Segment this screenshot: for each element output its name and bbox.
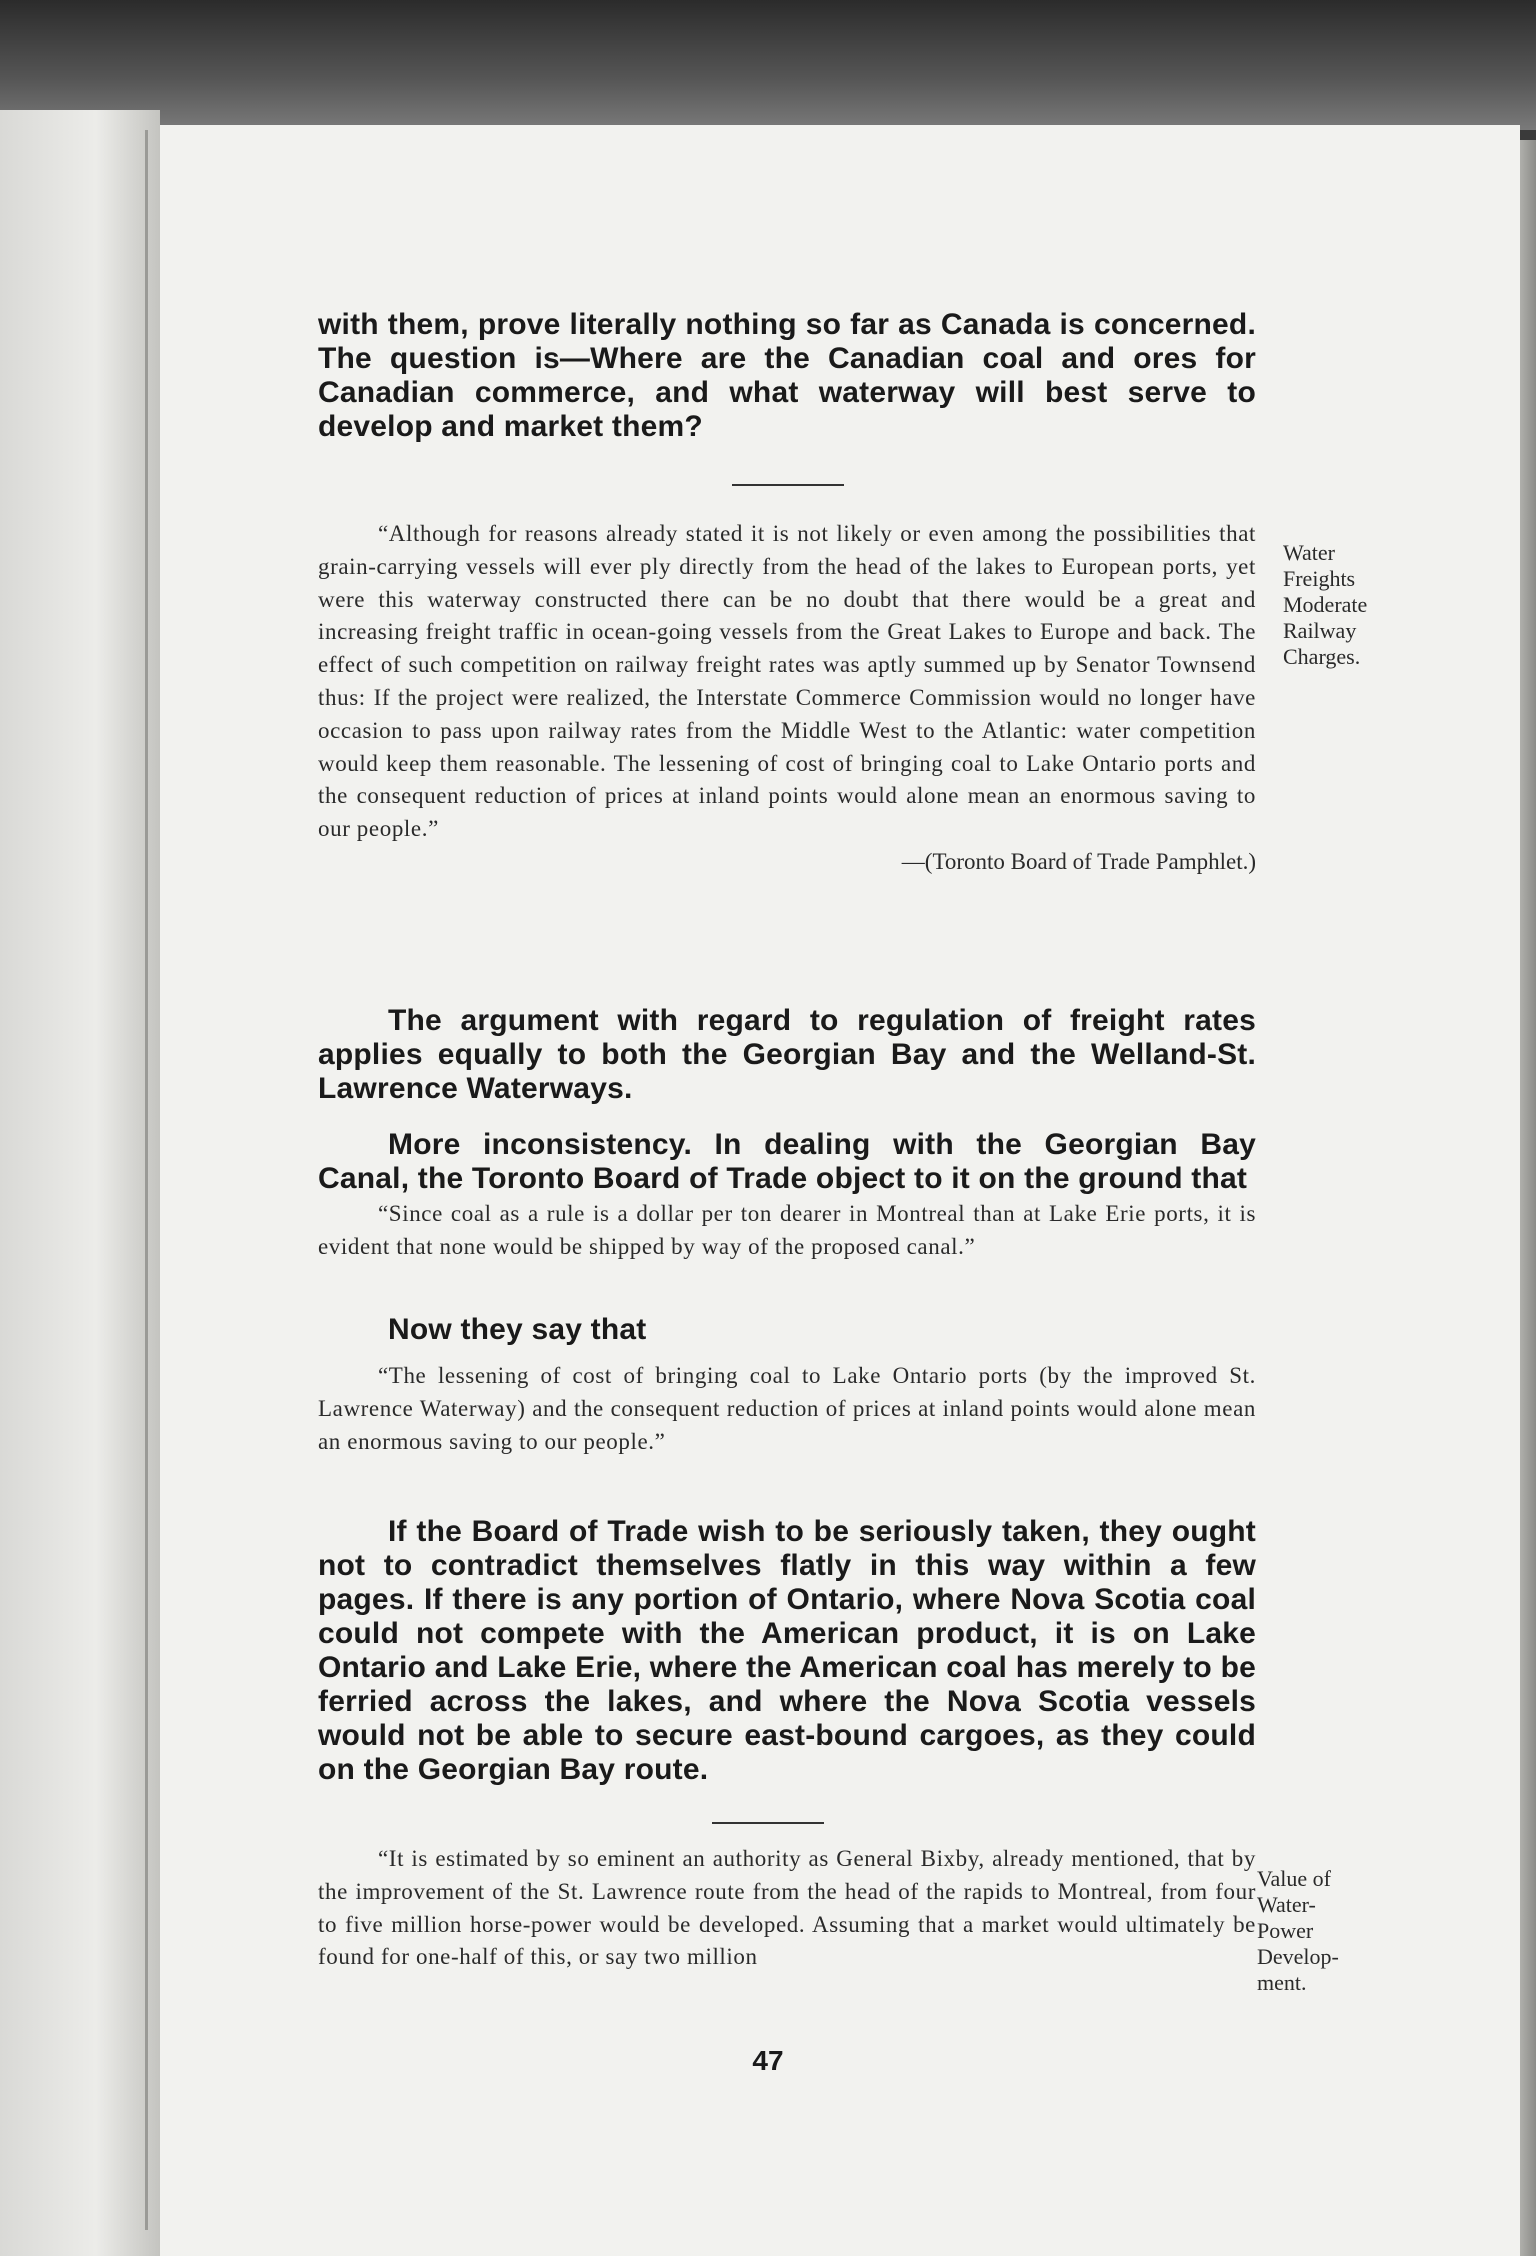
quote-bixby: “It is estimated by so eminent an authority as General Bixby, already mentioned, that by the improvement of the St. Lawrence route from the head of the rapids to Montreal, from four to five million horse-power would be developed. Assuming that a market would ultimately be found for one-half of this, or say two million bbox=[318, 1846, 1256, 1970]
section-divider-1 bbox=[732, 484, 844, 486]
bixby-quote-block bbox=[318, 1843, 1256, 1974]
margin-note-line: Charges. bbox=[1283, 644, 1361, 669]
scan-background bbox=[0, 0, 1536, 130]
board-of-trade-section bbox=[318, 1515, 1256, 1787]
intro-section bbox=[318, 308, 1256, 444]
margin-note-line: ment. bbox=[1257, 1970, 1307, 1995]
lessening-quote-block bbox=[318, 1360, 1256, 1458]
margin-note-line: Railway bbox=[1283, 618, 1357, 643]
intro-paragraph: with them, prove literally nothing so far as Canada is concerned. The question is—Where are the Canadian coal and ores for Canadian commerce, and what waterway will best serve to develop and market them? bbox=[318, 308, 1256, 443]
spine-line bbox=[145, 130, 148, 2230]
margin-note-water-freights bbox=[1283, 540, 1367, 670]
inconsistency-paragraph: More inconsistency. In dealing with the Georgian Bay Canal, the Toronto Board of Trade object to it on the ground that bbox=[318, 1128, 1256, 1195]
coal-dearer-quote-block bbox=[318, 1198, 1256, 1264]
quote-attribution: —(Toronto Board of Trade Pamphlet.) bbox=[901, 848, 1256, 874]
page-number: 47 bbox=[752, 2045, 784, 2076]
argument-paragraph: The argument with regard to regulation of freight rates applies equally to both the Georgian Bay and the Welland-St. Lawrence Waterways. bbox=[318, 1004, 1256, 1105]
now-they-say-heading: Now they say that bbox=[388, 1313, 647, 1346]
argument-section bbox=[318, 1004, 1256, 1106]
section-divider-2 bbox=[712, 1822, 824, 1824]
margin-note-line: Water bbox=[1283, 540, 1335, 565]
facing-page-edge bbox=[0, 110, 160, 2256]
margin-note-line: Water- bbox=[1257, 1892, 1316, 1917]
margin-note-line: Value of bbox=[1257, 1866, 1331, 1891]
margin-note-line: Moderate bbox=[1283, 592, 1368, 617]
quote-water-freights: “Although for reasons already stated it is not likely or even among the possibilities that grain-carrying vessels will ever ply directly from the head of the lakes to European ports, yet were this waterway constructed there can be no doubt that there would be a great and increasing freight traffic in ocean-going vessels from the Great Lakes to Europe and back. The effect of such competition on railway freight rates was aptly summed up by Senator Townsend thus: If the project were realized, the Interstate Commerce Commission would no longer have occasion to pass upon railway rates from the Middle West to the Atlantic: water competition would keep them reasonable. The lessening of cost of bringing coal to Lake Ontario ports and the consequent reduction of prices at inland points would alone mean an enormous saving to our people.” bbox=[318, 521, 1256, 842]
quote-coal-dearer: “Since coal as a rule is a dollar per ton dearer in Montreal than at Lake Erie ports, it is evident that none would be shipped by way of the proposed canal.” bbox=[318, 1201, 1256, 1259]
margin-note-line: Power bbox=[1257, 1918, 1314, 1943]
board-paragraph: If the Board of Trade wish to be seriously taken, they ought not to contradict themselves flatly in this way within a few pages. If there is any portion of Ontario, where Nova Scotia coal could not compete with the American product, it is on Lake Ontario and Lake Erie, where the American coal has merely to be ferried across the lakes, and where the Nova Scotia vessels would not be able to secure east-bound cargoes, as they could on the Georgian Bay route. bbox=[318, 1515, 1256, 1786]
water-freights-quote-block bbox=[318, 518, 1256, 878]
inconsistency-section bbox=[318, 1128, 1256, 1196]
margin-note-water-power bbox=[1257, 1866, 1339, 1996]
now-they-say-section bbox=[318, 1313, 1256, 1347]
margin-note-line: Develop- bbox=[1257, 1944, 1339, 1969]
quote-lessening: “The lessening of cost of bringing coal to Lake Ontario ports (by the improved St. Lawrence Waterway) and the consequent reduction of prices at inland points would alone mean an enormous saving to our people.” bbox=[318, 1363, 1256, 1454]
margin-note-line: Freights bbox=[1283, 566, 1356, 591]
